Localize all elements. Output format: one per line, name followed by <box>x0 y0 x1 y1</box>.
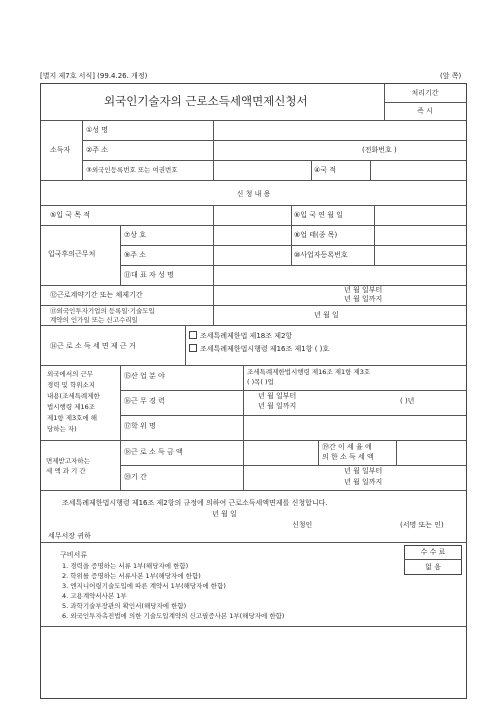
workplace-address-label: ⑨주 소 <box>124 251 147 259</box>
processing-label: 처리기간 <box>411 89 439 97</box>
contract-to: 년 월 일까지 <box>344 295 383 303</box>
experience-from: 년 월 일부터 <box>258 392 297 400</box>
id-label: ③외국인등록번호 또는 여권번호 <box>86 166 178 174</box>
applicant-sign-label: 신청인 <box>292 521 313 529</box>
phone-hint: (전화번호 ) <box>362 146 397 154</box>
checkbox-icon[interactable] <box>189 331 197 339</box>
declaration-date: 년 월 일 <box>212 510 237 518</box>
business-type-label: ⑧업 태(종 목) <box>294 231 338 239</box>
workplace-section-label: 입국후의근무처 <box>48 250 96 258</box>
page-side: (앞 쪽) <box>440 72 462 80</box>
foreign-invest-label-2: 계약의 인가일 또는 신고수리일 <box>50 316 138 324</box>
exemption-basis-label: ⑭근 로 소 득 세 면 제 근 거 <box>50 342 136 350</box>
exemption-period-label-1: 면제받고자하는 <box>46 457 90 465</box>
document-item-6: 6. 외국인투자촉진법에 의한 기술도입계약의 신고필증사본 1부(해당자에 한함) <box>62 612 285 620</box>
contract-from: 년 월 일부터 <box>344 286 383 294</box>
entry-date-label: ⑥입 국 연 월 일 <box>294 211 343 219</box>
experience-years: ( )년 <box>400 397 415 405</box>
contract-period-label: ⑫근로계약기간 또는 체제기간 <box>50 291 143 299</box>
degree-label: ⑰학 위 명 <box>124 422 156 430</box>
declaration-statement: 조세특례제한법시행령 제16조 제2항의 규정에 의하여 근로소득세액면제를 신청합니다. <box>62 499 328 507</box>
document-item-2: 2. 학위를 증명하는 서류사본 1부(해당자에 한함) <box>62 572 201 580</box>
nationality-label: ④국 적 <box>314 166 337 174</box>
period-from: 년 월 일부터 <box>344 467 383 475</box>
form-reference: [별지 제7호 서식] (99.4.26. 개정) <box>40 72 148 80</box>
tax-label-2: 의 한 소 득 세 액 <box>322 453 374 461</box>
foreign-invest-label: ⑬외국인투자기업의 등록일·기술도입 <box>50 307 155 315</box>
career-section-label-6: 당하는 자) <box>47 425 77 433</box>
representative-label: ⑪대 표 자 성 명 <box>124 271 174 279</box>
industry-text-2: ( )목( )업 <box>247 378 274 386</box>
foreign-invest-date: 년 월 일 <box>314 311 339 319</box>
tax-label: ⑲간 이 세 율 에 <box>322 443 372 451</box>
biz-no-label: ⑩사업자등록번호 <box>294 251 348 259</box>
career-section-label-1: 외국에서의 근무 <box>47 370 94 378</box>
document-item-1: 1. 경력을 증명하는 서류 1부(해당자에 한함) <box>62 562 189 570</box>
exemption-option-2[interactable]: 조세특례제한법시행령 제16조 제1항 ( )호 <box>189 344 329 354</box>
career-section-label-3: 내용(조세특례제한 <box>47 392 100 400</box>
career-section-label-5: 제1항 제3호에 해 <box>47 414 98 422</box>
trade-name-label: ⑦상 호 <box>124 231 147 239</box>
processing-value: 즉 시 <box>417 107 433 115</box>
name-label: ①성 명 <box>86 126 109 134</box>
career-section-label-4: 법시행령 제16조 <box>47 403 96 411</box>
address-label: ②주 소 <box>86 146 109 154</box>
exemption-option-1[interactable]: 조세특례제한법 제18조 제2항 <box>189 331 292 341</box>
exemption-period-label-2: 세 액 과 기 간 <box>46 467 86 475</box>
form-title: 외국인기술자의 근로소득세액면제신청서 <box>104 94 308 108</box>
career-section-label-2: 경력 및 학위소지 <box>47 381 96 389</box>
fee-label: 수 수 료 <box>420 548 446 556</box>
experience-to: 년 월 일까지 <box>258 402 297 410</box>
applicant-section-label: 소득자 <box>50 146 71 154</box>
period-label: ⑳기 간 <box>124 473 147 481</box>
industry-text-1: 조세특례제한법시행령 제16조 제1항 제3호 <box>247 368 371 376</box>
request-header: 신 청 내 용 <box>236 190 271 198</box>
signature-hint: (서명 또는 인) <box>400 521 444 529</box>
documents-title: 구비서류 <box>60 551 88 559</box>
income-label: ⑱근 로 소 득 금 액 <box>124 448 183 456</box>
document-item-5: 5. 과학기술부장관의 확인서(해당자에 한함) <box>62 602 187 610</box>
fee-value: 없 음 <box>425 563 441 571</box>
checkbox-icon[interactable] <box>189 344 197 352</box>
entry-purpose-label: ⑤입 국 목 적 <box>50 211 90 219</box>
period-to: 년 월 일까지 <box>344 478 383 486</box>
document-item-3: 3. 엔지니어링기술도입에 따른 계약서 1부(해당자에 한함) <box>62 582 226 590</box>
addressee: 세무서장 귀하 <box>48 532 91 540</box>
document-item-4: 4. 고용계약서사본 1부 <box>62 592 127 600</box>
industry-label: ⑮산 업 분 야 <box>124 372 165 380</box>
experience-label: ⑯근 무 경 력 <box>124 397 165 405</box>
